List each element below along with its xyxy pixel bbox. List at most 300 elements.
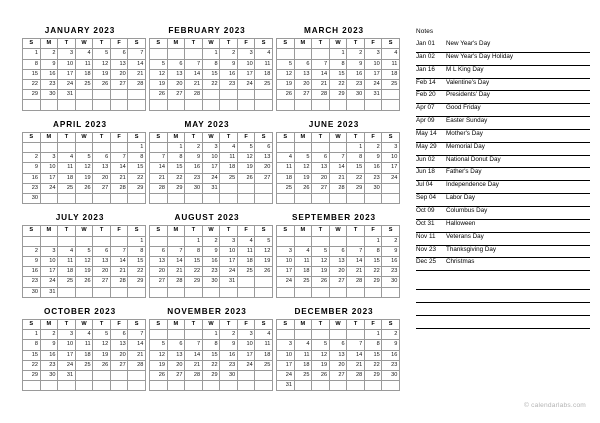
day-cell[interactable]: 17	[277, 360, 295, 370]
day-cell[interactable]: 20	[312, 173, 330, 183]
day-cell[interactable]: 5	[312, 340, 330, 350]
day-cell[interactable]: 7	[185, 340, 203, 350]
day-cell[interactable]: 11	[255, 59, 273, 69]
day-cell[interactable]: 10	[382, 153, 400, 163]
day-cell[interactable]: 26	[93, 80, 111, 90]
day-cell[interactable]: 6	[329, 246, 347, 256]
day-cell[interactable]: 16	[40, 350, 58, 360]
day-cell[interactable]: 27	[329, 277, 347, 287]
blank-note-line[interactable]	[416, 277, 590, 290]
day-cell[interactable]: 20	[93, 173, 111, 183]
day-cell[interactable]: 18	[382, 69, 400, 79]
day-cell[interactable]: 10	[40, 163, 58, 173]
day-cell[interactable]: 15	[128, 163, 146, 173]
note-row[interactable]	[416, 117, 590, 130]
day-cell[interactable]: 29	[167, 183, 185, 193]
day-cell[interactable]: 25	[255, 80, 273, 90]
day-cell[interactable]: 9	[220, 59, 238, 69]
note-row[interactable]	[416, 181, 590, 194]
day-cell[interactable]: 2	[347, 49, 365, 59]
day-cell[interactable]: 7	[347, 246, 365, 256]
note-row[interactable]	[416, 194, 590, 207]
day-cell[interactable]: 21	[347, 360, 365, 370]
day-cell[interactable]: 11	[237, 246, 255, 256]
day-cell[interactable]: 4	[294, 246, 312, 256]
day-cell[interactable]: 13	[255, 153, 273, 163]
day-cell[interactable]: 21	[167, 267, 185, 277]
day-cell[interactable]: 12	[294, 163, 312, 173]
day-cell[interactable]: 24	[220, 267, 238, 277]
day-cell[interactable]: 7	[110, 246, 128, 256]
day-cell[interactable]: 3	[364, 49, 382, 59]
day-cell[interactable]: 21	[128, 350, 146, 360]
day-cell[interactable]: 5	[75, 246, 93, 256]
day-cell[interactable]: 16	[202, 257, 220, 267]
day-cell[interactable]: 19	[312, 360, 330, 370]
note-row[interactable]	[416, 130, 590, 143]
day-cell[interactable]: 26	[255, 267, 273, 277]
blank-note-line[interactable]	[416, 303, 590, 316]
day-cell[interactable]: 27	[110, 80, 128, 90]
day-cell[interactable]: 20	[167, 360, 185, 370]
day-cell[interactable]: 6	[93, 153, 111, 163]
day-cell[interactable]: 12	[75, 257, 93, 267]
day-cell[interactable]: 2	[23, 246, 41, 256]
day-cell[interactable]: 12	[93, 59, 111, 69]
day-cell[interactable]: 29	[202, 371, 220, 381]
day-cell[interactable]: 1	[329, 49, 347, 59]
day-cell[interactable]: 25	[294, 371, 312, 381]
day-cell[interactable]: 6	[255, 143, 273, 153]
day-cell[interactable]: 26	[312, 371, 330, 381]
day-cell[interactable]: 15	[202, 69, 220, 79]
day-cell[interactable]: 16	[40, 69, 58, 79]
day-cell[interactable]: 26	[294, 183, 312, 193]
note-row[interactable]	[416, 91, 590, 104]
day-cell[interactable]: 14	[150, 163, 168, 173]
day-cell[interactable]: 5	[93, 49, 111, 59]
day-cell[interactable]: 29	[347, 183, 365, 193]
day-cell[interactable]: 11	[58, 163, 76, 173]
day-cell[interactable]: 30	[364, 183, 382, 193]
day-cell[interactable]: 17	[220, 257, 238, 267]
day-cell[interactable]: 8	[364, 246, 382, 256]
day-cell[interactable]: 13	[294, 69, 312, 79]
day-cell[interactable]: 8	[329, 59, 347, 69]
day-cell[interactable]: 2	[364, 143, 382, 153]
day-cell[interactable]: 3	[40, 246, 58, 256]
day-cell[interactable]: 9	[347, 59, 365, 69]
day-cell[interactable]: 20	[93, 267, 111, 277]
day-cell[interactable]: 7	[167, 246, 185, 256]
day-cell[interactable]: 9	[364, 153, 382, 163]
day-cell[interactable]: 16	[185, 163, 203, 173]
blank-note-line[interactable]	[416, 316, 590, 329]
day-cell[interactable]: 28	[185, 90, 203, 100]
note-row[interactable]	[416, 233, 590, 246]
day-cell[interactable]: 25	[294, 277, 312, 287]
day-cell[interactable]: 30	[40, 371, 58, 381]
day-cell[interactable]: 19	[255, 257, 273, 267]
day-cell[interactable]: 27	[110, 360, 128, 370]
day-cell[interactable]: 11	[277, 163, 295, 173]
day-cell[interactable]: 6	[294, 59, 312, 69]
day-cell[interactable]: 21	[185, 80, 203, 90]
day-cell[interactable]: 11	[382, 59, 400, 69]
day-cell[interactable]: 2	[185, 143, 203, 153]
day-cell[interactable]: 15	[202, 350, 220, 360]
day-cell[interactable]: 15	[185, 257, 203, 267]
day-cell[interactable]: 17	[202, 163, 220, 173]
day-cell[interactable]: 6	[150, 246, 168, 256]
day-cell[interactable]: 15	[23, 69, 41, 79]
day-cell[interactable]: 28	[128, 80, 146, 90]
day-cell[interactable]: 27	[93, 183, 111, 193]
day-cell[interactable]: 13	[110, 59, 128, 69]
note-row[interactable]	[416, 258, 590, 271]
note-row[interactable]	[416, 168, 590, 181]
day-cell[interactable]: 3	[277, 340, 295, 350]
day-cell[interactable]: 1	[202, 330, 220, 340]
day-cell[interactable]: 24	[364, 80, 382, 90]
day-cell[interactable]: 18	[294, 267, 312, 277]
day-cell[interactable]: 14	[312, 69, 330, 79]
day-cell[interactable]: 17	[237, 350, 255, 360]
day-cell[interactable]: 11	[75, 340, 93, 350]
note-row[interactable]	[416, 53, 590, 66]
day-cell[interactable]: 23	[364, 173, 382, 183]
day-cell[interactable]: 10	[237, 59, 255, 69]
day-cell[interactable]: 25	[58, 277, 76, 287]
day-cell[interactable]: 30	[220, 371, 238, 381]
day-cell[interactable]: 14	[128, 340, 146, 350]
day-cell[interactable]: 26	[75, 277, 93, 287]
day-cell[interactable]: 14	[347, 257, 365, 267]
day-cell[interactable]: 18	[277, 173, 295, 183]
day-cell[interactable]: 3	[202, 143, 220, 153]
note-row[interactable]	[416, 40, 590, 53]
day-cell[interactable]: 22	[23, 360, 41, 370]
day-cell[interactable]: 29	[128, 277, 146, 287]
day-cell[interactable]: 28	[329, 183, 347, 193]
day-cell[interactable]: 4	[277, 153, 295, 163]
day-cell[interactable]: 10	[277, 350, 295, 360]
day-cell[interactable]: 6	[110, 49, 128, 59]
day-cell[interactable]: 9	[382, 246, 400, 256]
day-cell[interactable]: 10	[364, 59, 382, 69]
day-cell[interactable]: 23	[202, 267, 220, 277]
day-cell[interactable]: 16	[382, 257, 400, 267]
day-cell[interactable]: 13	[167, 69, 185, 79]
note-row[interactable]	[416, 220, 590, 233]
day-cell[interactable]: 5	[294, 153, 312, 163]
day-cell[interactable]: 23	[220, 80, 238, 90]
day-cell[interactable]: 22	[167, 173, 185, 183]
day-cell[interactable]: 18	[58, 173, 76, 183]
day-cell[interactable]: 25	[237, 267, 255, 277]
day-cell[interactable]: 24	[237, 80, 255, 90]
day-cell[interactable]: 8	[167, 153, 185, 163]
day-cell[interactable]: 11	[58, 257, 76, 267]
day-cell[interactable]: 13	[167, 350, 185, 360]
day-cell[interactable]: 31	[40, 287, 58, 297]
day-cell[interactable]: 28	[110, 183, 128, 193]
day-cell[interactable]: 27	[312, 183, 330, 193]
day-cell[interactable]: 17	[40, 173, 58, 183]
day-cell[interactable]: 8	[23, 340, 41, 350]
day-cell[interactable]: 29	[128, 183, 146, 193]
day-cell[interactable]: 10	[202, 153, 220, 163]
day-cell[interactable]: 12	[150, 69, 168, 79]
note-row[interactable]	[416, 156, 590, 169]
day-cell[interactable]: 17	[40, 267, 58, 277]
day-cell[interactable]: 21	[185, 360, 203, 370]
day-cell[interactable]: 22	[128, 173, 146, 183]
day-cell[interactable]: 18	[255, 350, 273, 360]
day-cell[interactable]: 19	[93, 350, 111, 360]
day-cell[interactable]: 7	[185, 59, 203, 69]
day-cell[interactable]: 12	[312, 350, 330, 360]
day-cell[interactable]: 28	[347, 277, 365, 287]
day-cell[interactable]: 6	[312, 153, 330, 163]
day-cell[interactable]: 4	[255, 330, 273, 340]
day-cell[interactable]: 14	[329, 163, 347, 173]
day-cell[interactable]: 8	[185, 246, 203, 256]
day-cell[interactable]: 22	[128, 267, 146, 277]
day-cell[interactable]: 18	[75, 350, 93, 360]
day-cell[interactable]: 12	[277, 69, 295, 79]
day-cell[interactable]: 18	[220, 163, 238, 173]
day-cell[interactable]: 4	[382, 49, 400, 59]
day-cell[interactable]: 5	[277, 59, 295, 69]
day-cell[interactable]: 30	[23, 287, 41, 297]
day-cell[interactable]: 8	[128, 153, 146, 163]
day-cell[interactable]: 21	[312, 80, 330, 90]
day-cell[interactable]: 22	[364, 360, 382, 370]
day-cell[interactable]: 13	[150, 257, 168, 267]
day-cell[interactable]: 17	[277, 267, 295, 277]
day-cell[interactable]: 6	[110, 330, 128, 340]
day-cell[interactable]: 23	[23, 183, 41, 193]
day-cell[interactable]: 14	[110, 163, 128, 173]
day-cell[interactable]: 27	[93, 277, 111, 287]
day-cell[interactable]: 26	[277, 90, 295, 100]
day-cell[interactable]: 19	[150, 80, 168, 90]
day-cell[interactable]: 17	[382, 163, 400, 173]
day-cell[interactable]: 12	[237, 153, 255, 163]
day-cell[interactable]: 28	[128, 360, 146, 370]
day-cell[interactable]: 27	[329, 371, 347, 381]
day-cell[interactable]: 20	[329, 360, 347, 370]
day-cell[interactable]: 7	[128, 330, 146, 340]
day-cell[interactable]: 16	[23, 173, 41, 183]
day-cell[interactable]: 11	[255, 340, 273, 350]
day-cell[interactable]: 19	[312, 267, 330, 277]
day-cell[interactable]: 10	[277, 257, 295, 267]
day-cell[interactable]: 30	[23, 194, 41, 204]
day-cell[interactable]: 23	[382, 360, 400, 370]
day-cell[interactable]: 2	[40, 49, 58, 59]
day-cell[interactable]: 20	[167, 80, 185, 90]
day-cell[interactable]: 13	[93, 257, 111, 267]
day-cell[interactable]: 18	[294, 360, 312, 370]
day-cell[interactable]: 29	[185, 277, 203, 287]
day-cell[interactable]: 1	[185, 236, 203, 246]
day-cell[interactable]: 9	[40, 340, 58, 350]
day-cell[interactable]: 25	[382, 80, 400, 90]
day-cell[interactable]: 22	[23, 80, 41, 90]
day-cell[interactable]: 8	[202, 340, 220, 350]
day-cell[interactable]: 3	[58, 49, 76, 59]
day-cell[interactable]: 20	[255, 163, 273, 173]
day-cell[interactable]: 27	[294, 90, 312, 100]
day-cell[interactable]: 19	[294, 173, 312, 183]
day-cell[interactable]: 15	[23, 350, 41, 360]
day-cell[interactable]: 23	[23, 277, 41, 287]
day-cell[interactable]: 23	[382, 267, 400, 277]
note-row[interactable]	[416, 143, 590, 156]
day-cell[interactable]: 26	[75, 183, 93, 193]
day-cell[interactable]: 24	[40, 183, 58, 193]
day-cell[interactable]: 2	[40, 330, 58, 340]
day-cell[interactable]: 5	[255, 236, 273, 246]
day-cell[interactable]: 25	[277, 183, 295, 193]
day-cell[interactable]: 10	[40, 257, 58, 267]
day-cell[interactable]: 24	[58, 360, 76, 370]
day-cell[interactable]: 9	[23, 257, 41, 267]
day-cell[interactable]: 16	[347, 69, 365, 79]
day-cell[interactable]: 26	[150, 371, 168, 381]
day-cell[interactable]: 11	[220, 153, 238, 163]
day-cell[interactable]: 21	[329, 173, 347, 183]
day-cell[interactable]: 8	[128, 246, 146, 256]
day-cell[interactable]: 19	[150, 360, 168, 370]
day-cell[interactable]: 26	[93, 360, 111, 370]
day-cell[interactable]: 31	[364, 90, 382, 100]
day-cell[interactable]: 20	[110, 350, 128, 360]
day-cell[interactable]: 26	[237, 173, 255, 183]
day-cell[interactable]: 19	[277, 80, 295, 90]
day-cell[interactable]: 28	[347, 371, 365, 381]
day-cell[interactable]: 1	[364, 330, 382, 340]
day-cell[interactable]: 25	[255, 360, 273, 370]
day-cell[interactable]: 6	[167, 59, 185, 69]
day-cell[interactable]: 28	[167, 277, 185, 287]
day-cell[interactable]: 22	[329, 80, 347, 90]
day-cell[interactable]: 19	[93, 69, 111, 79]
day-cell[interactable]: 15	[329, 69, 347, 79]
day-cell[interactable]: 31	[58, 90, 76, 100]
day-cell[interactable]: 15	[128, 257, 146, 267]
day-cell[interactable]: 7	[128, 49, 146, 59]
day-cell[interactable]: 14	[185, 350, 203, 360]
day-cell[interactable]: 3	[58, 330, 76, 340]
day-cell[interactable]: 9	[40, 59, 58, 69]
day-cell[interactable]: 29	[23, 371, 41, 381]
day-cell[interactable]: 4	[75, 330, 93, 340]
day-cell[interactable]: 10	[58, 340, 76, 350]
day-cell[interactable]: 13	[329, 257, 347, 267]
note-row[interactable]	[416, 104, 590, 117]
day-cell[interactable]: 2	[382, 330, 400, 340]
day-cell[interactable]: 19	[75, 267, 93, 277]
day-cell[interactable]: 26	[312, 277, 330, 287]
day-cell[interactable]: 3	[382, 143, 400, 153]
day-cell[interactable]: 4	[220, 143, 238, 153]
day-cell[interactable]: 10	[58, 59, 76, 69]
day-cell[interactable]: 9	[202, 246, 220, 256]
day-cell[interactable]: 4	[75, 49, 93, 59]
day-cell[interactable]: 24	[202, 173, 220, 183]
day-cell[interactable]: 5	[237, 143, 255, 153]
day-cell[interactable]: 28	[150, 183, 168, 193]
day-cell[interactable]: 9	[220, 340, 238, 350]
day-cell[interactable]: 25	[220, 173, 238, 183]
day-cell[interactable]: 2	[220, 49, 238, 59]
day-cell[interactable]: 21	[150, 173, 168, 183]
day-cell[interactable]: 11	[294, 350, 312, 360]
day-cell[interactable]: 5	[93, 330, 111, 340]
day-cell[interactable]: 4	[58, 246, 76, 256]
day-cell[interactable]: 31	[58, 371, 76, 381]
day-cell[interactable]: 25	[58, 183, 76, 193]
day-cell[interactable]: 15	[347, 163, 365, 173]
day-cell[interactable]: 18	[237, 257, 255, 267]
day-cell[interactable]: 5	[150, 59, 168, 69]
day-cell[interactable]: 27	[255, 173, 273, 183]
day-cell[interactable]: 16	[220, 69, 238, 79]
day-cell[interactable]: 21	[110, 267, 128, 277]
day-cell[interactable]: 5	[75, 153, 93, 163]
day-cell[interactable]: 30	[185, 183, 203, 193]
day-cell[interactable]: 1	[364, 236, 382, 246]
day-cell[interactable]: 5	[150, 340, 168, 350]
day-cell[interactable]: 28	[312, 90, 330, 100]
day-cell[interactable]: 20	[329, 267, 347, 277]
day-cell[interactable]: 16	[220, 350, 238, 360]
day-cell[interactable]: 1	[128, 143, 146, 153]
day-cell[interactable]: 29	[364, 371, 382, 381]
day-cell[interactable]: 8	[23, 59, 41, 69]
day-cell[interactable]: 30	[202, 277, 220, 287]
day-cell[interactable]: 24	[58, 80, 76, 90]
day-cell[interactable]: 16	[364, 163, 382, 173]
day-cell[interactable]: 24	[237, 360, 255, 370]
day-cell[interactable]: 19	[75, 173, 93, 183]
day-cell[interactable]: 1	[202, 49, 220, 59]
day-cell[interactable]: 23	[40, 80, 58, 90]
day-cell[interactable]: 22	[185, 267, 203, 277]
day-cell[interactable]: 18	[75, 69, 93, 79]
day-cell[interactable]: 29	[329, 90, 347, 100]
blank-note-line[interactable]	[416, 290, 590, 303]
day-cell[interactable]: 4	[294, 340, 312, 350]
day-cell[interactable]: 7	[312, 59, 330, 69]
day-cell[interactable]: 2	[202, 236, 220, 246]
day-cell[interactable]: 14	[110, 257, 128, 267]
day-cell[interactable]: 8	[347, 153, 365, 163]
day-cell[interactable]: 10	[237, 340, 255, 350]
day-cell[interactable]: 31	[202, 183, 220, 193]
day-cell[interactable]: 20	[150, 267, 168, 277]
day-cell[interactable]: 12	[93, 340, 111, 350]
day-cell[interactable]: 7	[150, 153, 168, 163]
day-cell[interactable]: 27	[150, 277, 168, 287]
day-cell[interactable]: 9	[382, 340, 400, 350]
day-cell[interactable]: 24	[382, 173, 400, 183]
day-cell[interactable]: 21	[347, 267, 365, 277]
day-cell[interactable]: 21	[110, 173, 128, 183]
